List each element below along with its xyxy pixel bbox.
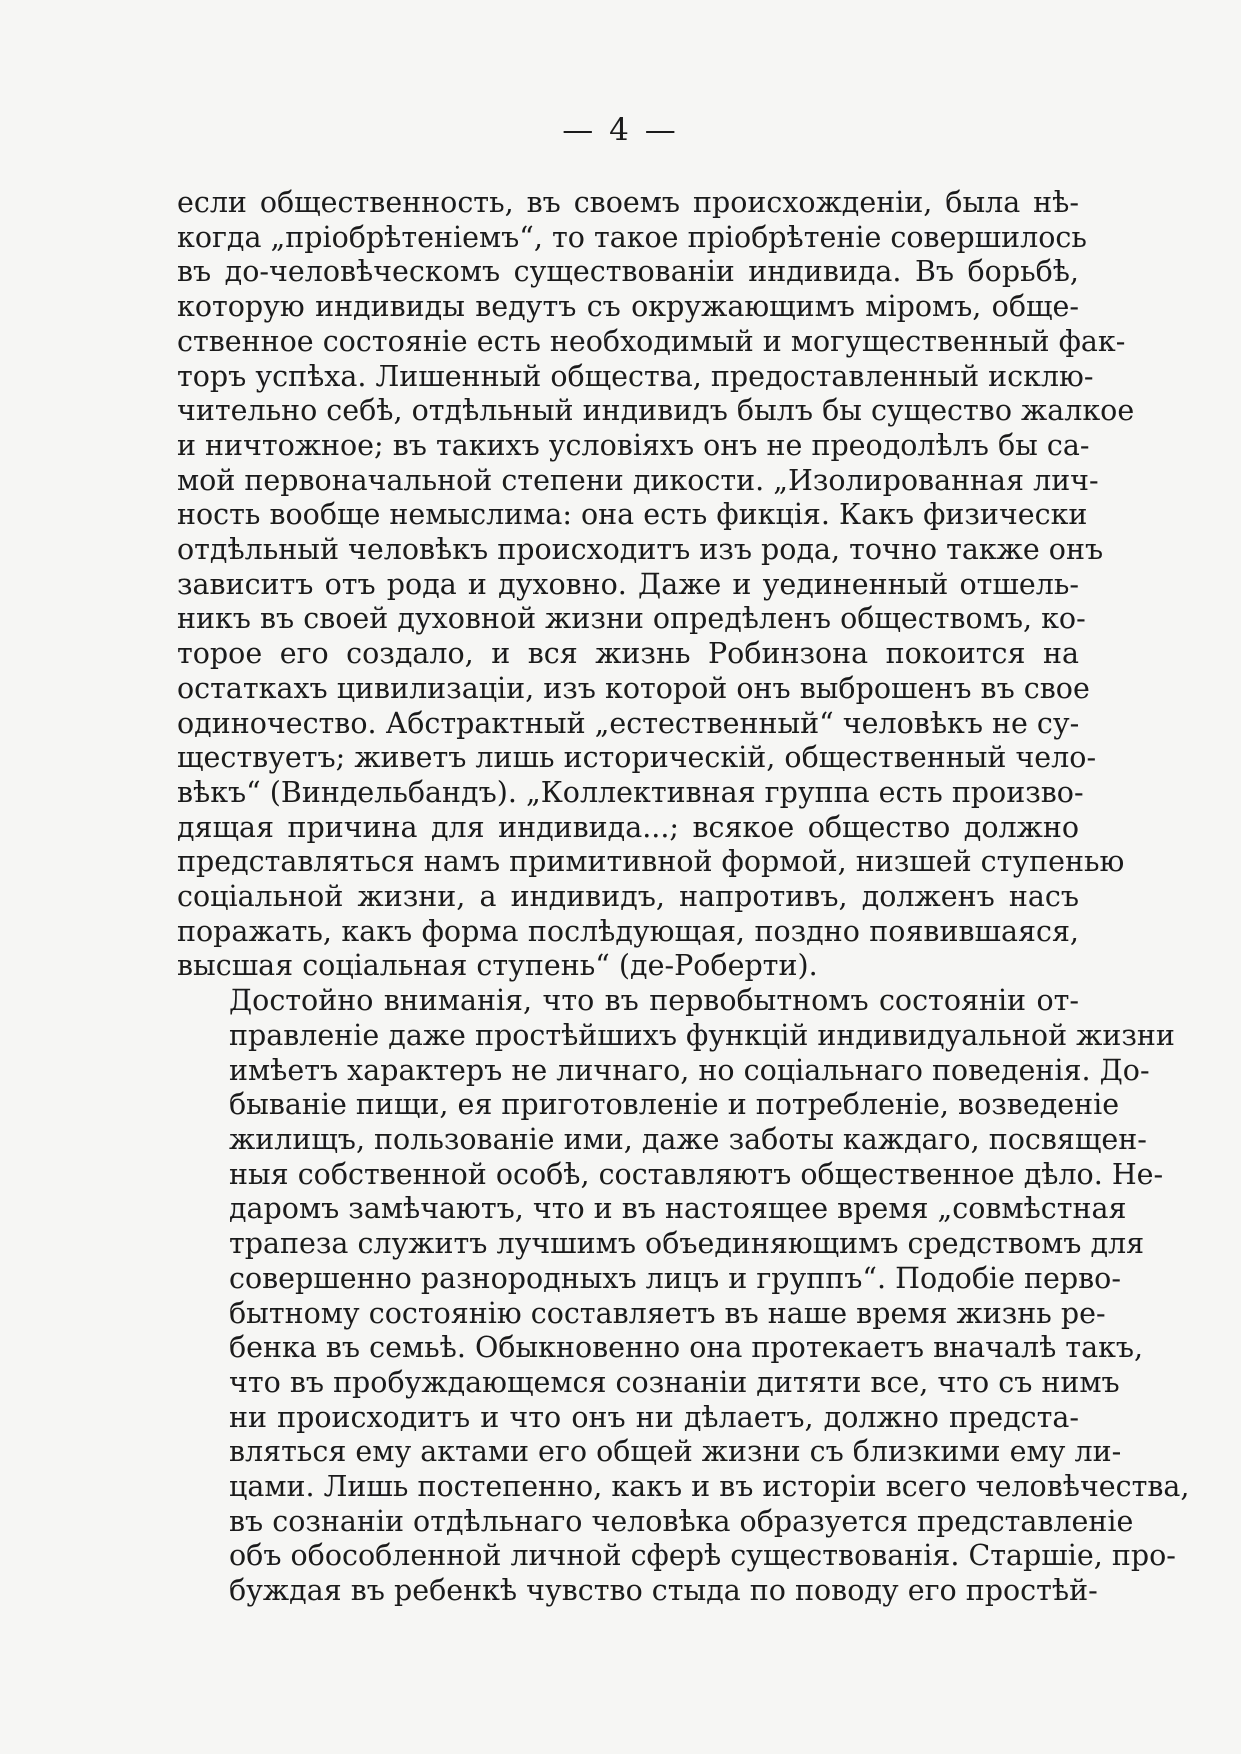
text-line: ныя собственной особѣ, составляютъ общественное дѣло. Не- — [229, 1157, 1164, 1191]
text-line: торъ успѣха. Лишенный общества, предоставленный исклю- — [177, 359, 1094, 393]
text-line: мой первоначальной степени дикости. „Изолированная лич- — [177, 463, 1099, 497]
text-line: Достойно вниманія, что въ первобытномъ состояніи от- — [229, 984, 1079, 1018]
text-line: имѣетъ характеръ не личнаго, но соціальнаго поведенія. До- — [229, 1053, 1150, 1087]
text-line: ществуетъ; живетъ лишь историческій, общественный чело- — [177, 741, 1097, 775]
text-line: представляться намъ примитивной формой, низшей ступенью — [177, 845, 1125, 879]
text-line: цами. Лишь постепенно, какъ и въ исторіи всего человѣчества, — [229, 1470, 1190, 1504]
text-line: ственное состояніе есть необходимый и могущественный фак- — [177, 324, 1126, 358]
paragraph — [177, 186, 1135, 984]
text-line: ни происходитъ и что онъ ни дѣлаетъ, должно предста- — [229, 1400, 1079, 1434]
text-line: совершенно разнородныхъ лицъ и группъ“. Подобіе перво- — [229, 1261, 1121, 1295]
text-line: одиночество. Абстрактный „естественный“ человѣкъ не су- — [177, 706, 1080, 740]
text-line: которую индивиды ведутъ съ окружающимъ міромъ, обще- — [177, 290, 1079, 324]
text-line: бытному состоянію составляетъ въ наше время жизнь ре- — [229, 1296, 1106, 1330]
text-line: поражать, какъ форма послѣдующая, поздно появившаяся, — [177, 914, 1079, 948]
text-line: даромъ замѣчаютъ, что и въ настоящее время „совмѣстная — [229, 1192, 1127, 1226]
text-line: никъ въ своей духовной жизни опредѣленъ обществомъ, ко- — [177, 602, 1086, 636]
text-line: бываніе пищи, ея приготовленіе и потребленіе, возведеніе — [229, 1088, 1120, 1122]
text-line: въ сознаніи отдѣльнаго человѣка образуется представленіе — [229, 1504, 1134, 1538]
text-line: зависитъ отъ рода и духовно. Даже и уединенный отшель- — [177, 567, 1079, 601]
text-line: вляться ему актами его общей жизни съ близкими ему ли- — [229, 1435, 1122, 1469]
text-line: что въ пробуждающемся сознаніи дитяти все, что съ нимъ — [229, 1365, 1120, 1399]
text-line: объ обособленной личной сферѣ существованія. Старшіе, про- — [229, 1539, 1176, 1573]
text-line: чительно себѣ, отдѣльный индивидъ былъ бы существо жалкое — [177, 394, 1135, 428]
page-number: — 4 — — [562, 112, 679, 148]
text-line: и ничтожное; въ такихъ условіяхъ онъ не преодолѣлъ бы са- — [177, 428, 1090, 462]
text-line: торое его создало, и вся жизнь Робинзона покоится на — [177, 637, 1079, 671]
paragraph — [177, 984, 1190, 1609]
text-line: въ до-человѣческомъ существованіи индивида. Въ борьбѣ, — [177, 255, 1079, 289]
text-line: высшая соціальная ступень“ (де-Роберти). — [177, 949, 818, 983]
text-line: соціальной жизни, а индивидъ, напротивъ, долженъ насъ — [177, 880, 1079, 914]
text-line: если общественность, въ своемъ происхожденіи, была нѣ- — [177, 186, 1079, 219]
text-line: дящая причина для индивида...; всякое общество должно — [177, 810, 1079, 844]
text-line: бенка въ семьѣ. Обыкновенно она протекаетъ вначалѣ такъ, — [229, 1331, 1144, 1365]
text-line: остаткахъ цивилизаціи, изъ которой онъ выброшенъ въ свое — [177, 671, 1090, 705]
text-line: буждая въ ребенкѣ чувство стыда по поводу его простѣй- — [229, 1574, 1098, 1608]
text-line: отдѣльный человѣкъ происходитъ изъ рода, точно также онъ — [177, 533, 1104, 567]
body-text — [177, 186, 1190, 1609]
text-line: ность вообще немыслима: она есть фикція. Какъ физически — [177, 498, 1088, 532]
text-line: жилищъ, пользованіе ими, даже заботы каждаго, посвящен- — [229, 1122, 1147, 1156]
text-line: вѣкъ“ (Виндельбандъ). „Коллективная группа есть произво- — [177, 775, 1084, 809]
text-line: трапеза служитъ лучшимъ объединяющимъ средствомъ для — [229, 1227, 1145, 1261]
text-line: правленіе даже простѣйшихъ функцій индивидуальной жизни — [229, 1018, 1175, 1052]
text-line: когда „пріобрѣтеніемъ“, то такое пріобрѣтеніе совершилось — [177, 220, 1087, 254]
